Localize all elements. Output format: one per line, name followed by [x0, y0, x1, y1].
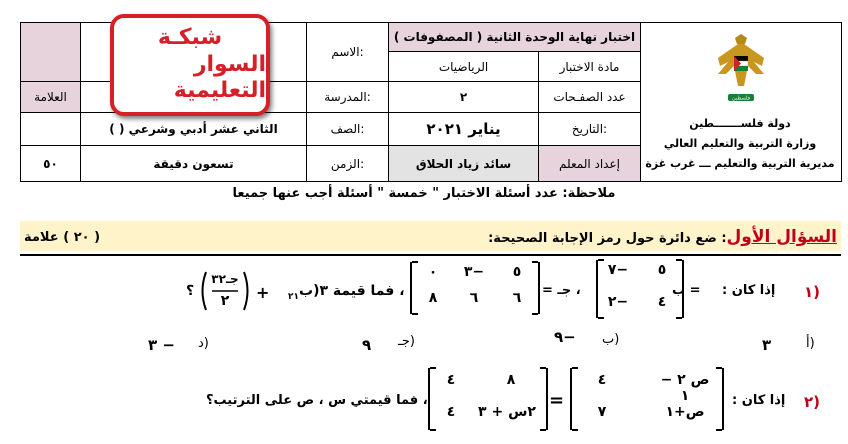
matrix-rhs-cell: ٢س + ٣ [478, 404, 536, 420]
item1-plus: + [256, 283, 270, 302]
teacher-label: إعداد المعلم [539, 146, 641, 182]
item1-question-mark: ؟ [186, 283, 195, 299]
logo-line2: السوار التعليمية [173, 51, 266, 104]
subject-label: مادة الاختبار [539, 52, 641, 82]
matrix-rhs-cell: ٤ [446, 372, 456, 388]
matrix-b-cell: ٥ [657, 262, 667, 278]
matrix-c-cell: ٥ [512, 264, 522, 280]
item1-question [288, 283, 405, 302]
date-value: يناير ٢٠٢١ [389, 112, 539, 146]
item1-question-text: ، فما قيمة ٣(ب [299, 283, 405, 299]
item1-if-text: إذا كان : [722, 283, 776, 298]
logo-line1: شبكـة [157, 25, 223, 51]
network-logo [110, 14, 270, 116]
pages-value: ٢ [389, 82, 539, 112]
question-one-instruction: : ضع دائرة حول رمز الإجابة الصحيحة: [488, 231, 727, 246]
class-label: الصف: [307, 112, 389, 146]
option-c-value[interactable]: ٩ [362, 336, 372, 354]
exam-title: اختبار نهاية الوحدة الثانية ( المصفوفات ) [389, 23, 641, 52]
matrix-lhs-cell: ٤ [597, 372, 607, 388]
grade-value: ٥٠ [21, 146, 81, 182]
ministry-line-1: دولة فلســـــــطين [689, 117, 791, 130]
item1-subscript: ٢١ [288, 291, 299, 302]
question-one-heading [488, 227, 837, 247]
question-divider [20, 254, 841, 256]
date-label: التاريخ: [539, 112, 641, 146]
ministry-line-2: وزارة التربية والتعليم العالي [663, 137, 817, 150]
matrix-rhs-cell: ٨ [506, 372, 516, 388]
item1-c-label: ، جـ = [542, 283, 581, 298]
matrix-rhs-cell: ٤ [446, 404, 456, 420]
option-d-value[interactable]: ٣ − [148, 336, 175, 354]
matrix-c-cell: ٦ [512, 290, 522, 306]
time-value: تسعون دقيقة [81, 146, 307, 182]
matrix-c-cell: ٠ [428, 264, 438, 280]
item2-question: ، فما قيمتي س ، ص على الترتيب؟ [206, 393, 428, 408]
palestine-emblem [714, 28, 768, 108]
emblem-caption: فلسطين [732, 95, 750, 102]
item2-equals: = [549, 390, 565, 411]
ministry-text [640, 114, 840, 174]
matrix-lhs [570, 368, 724, 430]
teacher-value: سائد زياد الحلاق [389, 146, 539, 182]
school-label: المدرسة: [307, 82, 389, 112]
matrix-b [596, 260, 684, 318]
matrix-c-cell: ٦ [469, 290, 479, 306]
matrix-lhs-cell: ٧ [597, 404, 607, 420]
matrix-b-cell: ٢− [607, 294, 629, 310]
option-b-value[interactable]: ٩− [554, 328, 576, 346]
subject-value: الرياضيات [389, 52, 539, 82]
option-d-label[interactable]: د) [198, 336, 209, 351]
class-value: الثاني عشر أدبي وشرعي ( ) [81, 112, 307, 146]
name-label: الاسم: [307, 23, 389, 82]
matrix-b-cell: ٤ [657, 294, 667, 310]
option-a-value[interactable]: ٣ [762, 336, 772, 354]
item2-if-text: إذا كان : [732, 393, 786, 408]
grade-label: العلامة [21, 82, 81, 112]
matrix-c-cell: ٣− [463, 264, 485, 280]
item1-fraction [200, 270, 250, 312]
question-one-title: السؤال الأول [726, 227, 837, 247]
matrix-rhs [428, 368, 548, 430]
exam-note: ملاحظة: عدد أسئلة الاختبار " خمسة " أسئلة أجب عنها جميعا [232, 186, 616, 201]
ministry-line-3: مديرية التربية والتعليم ـــ غرب غزة [645, 157, 835, 170]
matrix-c [410, 262, 540, 314]
option-c-label[interactable]: جـ) [398, 334, 415, 349]
matrix-lhs-cell: ص ٢ − ١ [660, 372, 710, 404]
question-one-marks: ( ٢٠ ) علامة [24, 230, 101, 245]
time-label: الزمن: [307, 146, 389, 182]
fraction-denominator: ٢ [220, 293, 230, 309]
item1-number: ١) [804, 283, 821, 301]
matrix-b-cell: ٧− [607, 262, 629, 278]
matrix-c-cell: ٨ [428, 290, 438, 306]
option-b-label[interactable]: ب) [602, 332, 620, 347]
option-a-label[interactable]: أ) [806, 336, 815, 351]
fraction-numerator: جـ٣٢ [211, 272, 239, 286]
item2-number: ٢) [804, 393, 821, 411]
item1-b-label: ب = [672, 283, 701, 298]
matrix-lhs-cell: ص+١ [665, 404, 705, 420]
pages-label: عدد الصفـحات [539, 82, 641, 112]
